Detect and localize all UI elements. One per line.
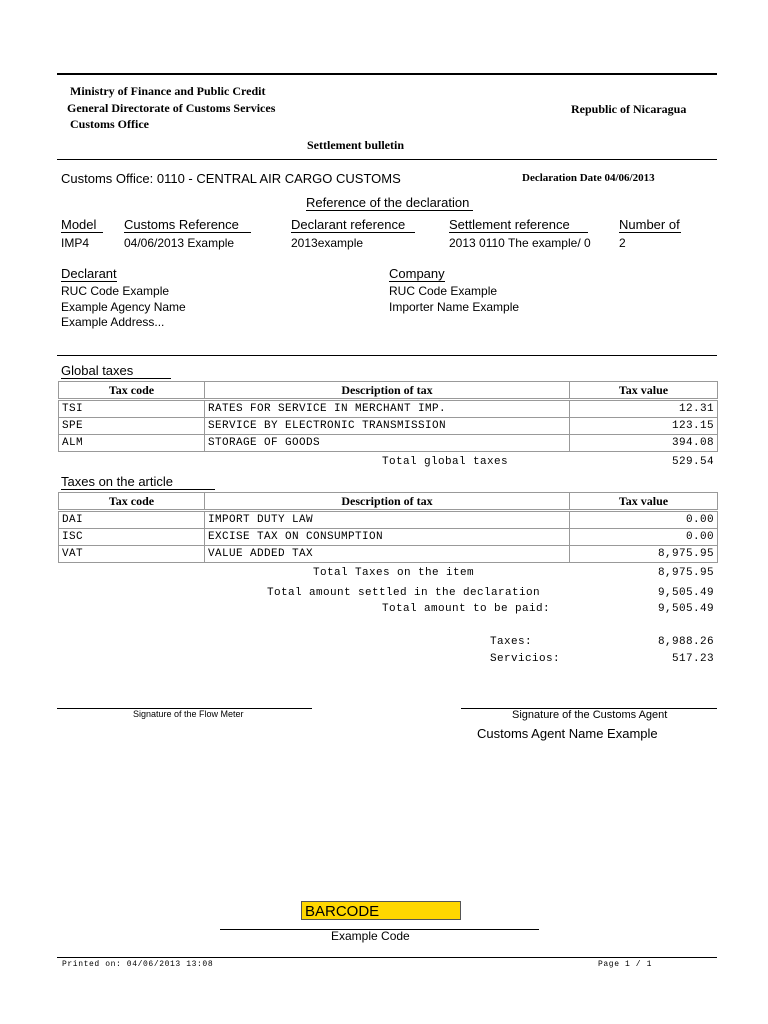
total-item-taxes-value: 8,975.95 [657, 567, 714, 579]
col-declarant-reference: Declarant reference [291, 217, 415, 233]
value-settlement-reference: 2013 0110 The example/ 0 [449, 236, 591, 250]
settled-label: Total amount settled in the declaration [267, 587, 541, 599]
table-row [59, 435, 718, 452]
page-title: Settlement bulletin [307, 138, 404, 152]
barcode-code: Example Code [331, 929, 410, 943]
tax-description: RATES FOR SERVICE IN MERCHANT IMP. [205, 401, 570, 418]
article-taxes-heading: Taxes on the article [61, 474, 215, 490]
to-pay-value: 9,505.49 [657, 603, 714, 615]
table-row [59, 418, 718, 435]
tax-code: ALM [59, 435, 205, 452]
header-tax-value: Tax value [570, 493, 718, 510]
header-tax-code: Tax code [59, 493, 205, 510]
tax-value: 123.15 [570, 418, 718, 435]
company-name: Importer Name Example [389, 300, 520, 314]
value-number-of: 2 [619, 236, 626, 250]
declarant-ruc: RUC Code Example [61, 284, 170, 298]
tax-value: 0.00 [570, 529, 718, 546]
ministry-name: Ministry of Finance and Public Credit [70, 84, 266, 98]
barcode: BARCODE [301, 901, 461, 920]
section-rule [57, 355, 717, 356]
tax-description: IMPORT DUTY LAW [205, 512, 570, 529]
tax-value: 8,975.95 [570, 546, 718, 563]
tax-code: SPE [59, 418, 205, 435]
total-item-taxes-label: Total Taxes on the item [313, 567, 475, 579]
col-customs-reference: Customs Reference [124, 217, 251, 233]
services-label: Servicios: [490, 653, 561, 665]
flow-meter-signature-label: Signature of the Flow Meter [133, 709, 244, 719]
table-row [59, 546, 718, 563]
tax-value: 0.00 [570, 512, 718, 529]
table-header-row [59, 382, 718, 399]
page-number: Page 1 / 1 [598, 960, 653, 969]
footer-rule [57, 957, 717, 958]
company-ruc: RUC Code Example [389, 284, 498, 298]
taxes-value: 8,988.26 [657, 636, 714, 648]
header-tax-value: Tax value [570, 382, 718, 399]
value-customs-reference: 04/06/2013 Example [124, 236, 235, 250]
office-name: Customs Office [70, 117, 149, 131]
tax-description: STORAGE OF GOODS [205, 435, 570, 452]
declarant-name: Example Agency Name [61, 300, 186, 314]
settled-value: 9,505.49 [657, 587, 714, 599]
printed-on: Printed on: 04/06/2013 13:08 [62, 960, 214, 969]
directorate-name: General Directorate of Customs Services [67, 101, 276, 115]
country-name: Republic of Nicaragua [571, 102, 687, 116]
table-row [59, 401, 718, 418]
tax-code: VAT [59, 546, 205, 563]
header-tax-code: Tax code [59, 382, 205, 399]
table-header-row [59, 493, 718, 510]
declarant-heading: Declarant [61, 266, 117, 281]
col-model: Model [61, 217, 103, 233]
article-taxes-table [58, 492, 718, 563]
declarant-address: Example Address... [61, 315, 165, 329]
to-pay-label: Total amount to be paid: [382, 603, 551, 615]
header-description: Description of tax [205, 382, 570, 399]
tax-value: 12.31 [570, 401, 718, 418]
tax-code: TSI [59, 401, 205, 418]
company-heading: Company [389, 266, 445, 281]
tax-value: 394.08 [570, 435, 718, 452]
value-model: IMP4 [61, 236, 90, 250]
tax-description: SERVICE BY ELECTRONIC TRANSMISSION [205, 418, 570, 435]
reference-heading: Reference of the declaration [306, 195, 473, 211]
taxes-label: Taxes: [490, 636, 533, 648]
value-declarant-reference: 2013example [291, 236, 364, 250]
services-value: 517.23 [671, 653, 714, 665]
total-global-taxes-value: 529.54 [671, 456, 714, 468]
col-number-of: Number of [619, 217, 680, 232]
agent-signature-label: Signature of the Customs Agent [512, 709, 668, 721]
global-taxes-heading: Global taxes [61, 363, 171, 379]
tax-description: EXCISE TAX ON CONSUMPTION [205, 529, 570, 546]
global-taxes-table [58, 381, 718, 452]
declaration-date: Declaration Date 04/06/2013 [522, 172, 655, 184]
table-row [59, 512, 718, 529]
tax-code: ISC [59, 529, 205, 546]
tax-description: VALUE ADDED TAX [205, 546, 570, 563]
customs-office: Customs Office: 0110 - CENTRAL AIR CARGO CUSTOMS [61, 171, 401, 186]
title-rule [57, 159, 717, 160]
top-rule [57, 73, 717, 75]
total-global-taxes-label: Total global taxes [382, 456, 509, 468]
col-settlement-reference: Settlement reference [449, 217, 588, 233]
header-description: Description of tax [205, 493, 570, 510]
tax-code: DAI [59, 512, 205, 529]
agent-name: Customs Agent Name Example [477, 726, 658, 741]
table-row [59, 529, 718, 546]
